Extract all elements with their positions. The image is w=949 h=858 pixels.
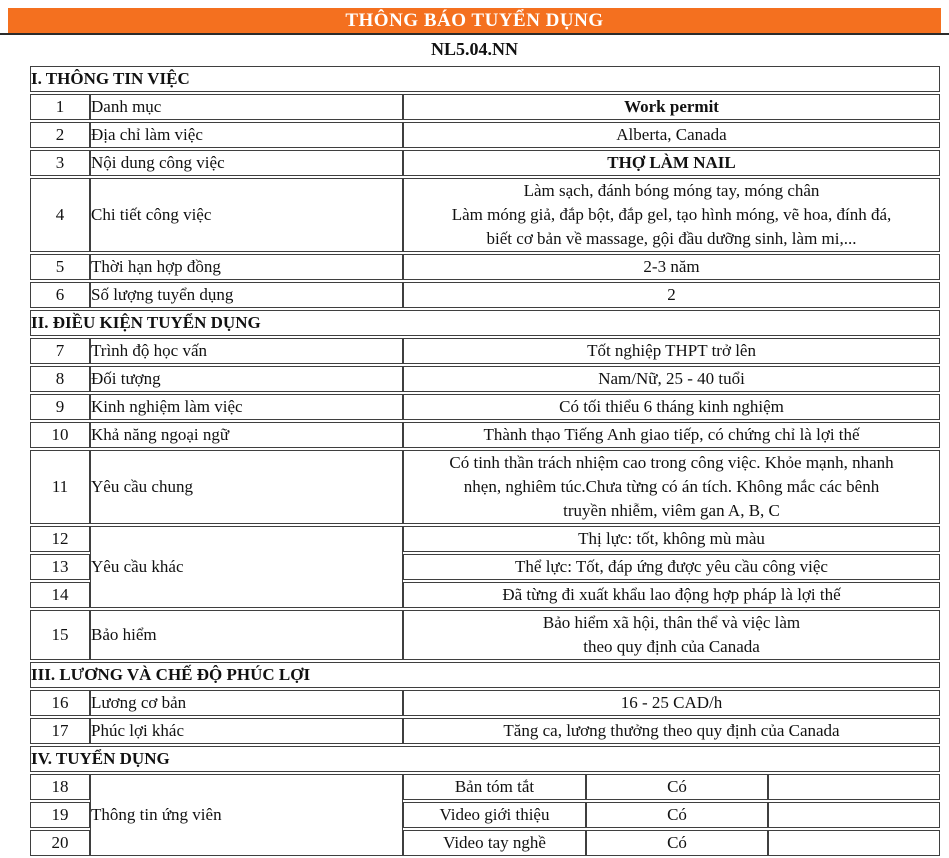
value-line: Bảo hiểm xã hội, thân thể và việc làm bbox=[542, 613, 801, 632]
table-row bbox=[30, 254, 940, 280]
row-number-cell: 3 bbox=[30, 150, 90, 176]
section-row bbox=[30, 662, 940, 688]
table-row bbox=[30, 122, 940, 148]
row-value-cell: Tăng ca, lương thưởng theo quy định của Canada bbox=[403, 718, 940, 744]
row-label-cell: Yêu cầu khác bbox=[90, 526, 403, 608]
row-value-cell: Tốt nghiệp THPT trở lên bbox=[403, 338, 940, 364]
section-header: III. LƯƠNG VÀ CHẾ ĐỘ PHÚC LỢI bbox=[30, 662, 940, 688]
notice-title-banner bbox=[8, 8, 941, 33]
row-value-cell: Có tối thiểu 6 tháng kinh nghiệm bbox=[403, 394, 940, 420]
section-header: I. THÔNG TIN VIỆC bbox=[30, 66, 940, 92]
row-number-cell: 14 bbox=[30, 582, 90, 608]
table-row bbox=[30, 394, 940, 420]
sub-status-cell: Có bbox=[586, 774, 768, 800]
row-value-cell: 16 - 25 CAD/h bbox=[403, 690, 940, 716]
row-number-cell: 10 bbox=[30, 422, 90, 448]
row-label-cell: Địa chỉ làm việc bbox=[90, 122, 403, 148]
row-number-cell: 9 bbox=[30, 394, 90, 420]
table-row bbox=[30, 282, 940, 308]
notice-title: THÔNG BÁO TUYỂN DỤNG bbox=[345, 10, 604, 31]
divider-line bbox=[0, 33, 949, 35]
row-value-cell bbox=[403, 178, 940, 252]
row-number-cell: 17 bbox=[30, 718, 90, 744]
row-value-cell: 2 bbox=[403, 282, 940, 308]
value-line: biết cơ bản về massage, gội đầu dưỡng sinh, làm mi,... bbox=[486, 229, 857, 248]
row-label-cell: Phúc lợi khác bbox=[90, 718, 403, 744]
row-value-cell: Thành thạo Tiếng Anh giao tiếp, có chứng chỉ là lợi thế bbox=[403, 422, 940, 448]
value-line: theo quy định của Canada bbox=[583, 637, 760, 656]
table-row bbox=[30, 422, 940, 448]
sub-empty-cell bbox=[768, 774, 940, 800]
row-label-cell: Bảo hiểm bbox=[90, 610, 403, 660]
row-number-cell: 11 bbox=[30, 450, 90, 524]
row-value-cell: THỢ LÀM NAIL bbox=[403, 150, 940, 176]
row-value-cell: Nam/Nữ, 25 - 40 tuổi bbox=[403, 366, 940, 392]
table-row bbox=[30, 366, 940, 392]
row-label-cell: Danh mục bbox=[90, 94, 403, 120]
row-number-cell: 1 bbox=[30, 94, 90, 120]
value-line: Làm móng giả, đắp bột, đắp gel, tạo hình móng, vẽ hoa, đính đá, bbox=[451, 205, 892, 224]
sub-item-cell: Video giới thiệu bbox=[403, 802, 586, 828]
notice-table bbox=[30, 64, 940, 858]
notice-table-body bbox=[30, 66, 940, 856]
section-row bbox=[30, 66, 940, 92]
row-label-cell: Thông tin ứng viên bbox=[90, 774, 403, 856]
sub-empty-cell bbox=[768, 830, 940, 856]
table-row bbox=[30, 450, 940, 524]
sub-item-cell: Video tay nghề bbox=[403, 830, 586, 856]
sub-empty-cell bbox=[768, 802, 940, 828]
row-number-cell: 2 bbox=[30, 122, 90, 148]
row-number-cell: 19 bbox=[30, 802, 90, 828]
row-value-cell bbox=[403, 450, 940, 524]
row-number-cell: 5 bbox=[30, 254, 90, 280]
section-header: IV. TUYỂN DỤNG bbox=[30, 746, 940, 772]
table-row bbox=[30, 94, 940, 120]
row-label-cell: Lương cơ bản bbox=[90, 690, 403, 716]
row-label-cell: Nội dung công việc bbox=[90, 150, 403, 176]
table-row bbox=[30, 610, 940, 660]
row-label-cell: Khả năng ngoại ngữ bbox=[90, 422, 403, 448]
row-label-cell: Trình độ học vấn bbox=[90, 338, 403, 364]
value-line: truyền nhiễm, viêm gan A, B, C bbox=[563, 501, 780, 520]
sub-status-cell: Có bbox=[586, 802, 768, 828]
row-number-cell: 4 bbox=[30, 178, 90, 252]
table-row bbox=[30, 718, 940, 744]
value-line: nhẹn, nghiêm túc.Chưa từng có án tích. Không mắc các bênh bbox=[463, 477, 880, 496]
table-row bbox=[30, 178, 940, 252]
table-row bbox=[30, 526, 940, 552]
row-label-cell: Thời hạn hợp đồng bbox=[90, 254, 403, 280]
row-label-cell: Yêu cầu chung bbox=[90, 450, 403, 524]
row-value-cell: Thị lực: tốt, không mù màu bbox=[403, 526, 940, 552]
row-value-cell: Alberta, Canada bbox=[403, 122, 940, 148]
value-line: Làm sạch, đánh bóng móng tay, móng chân bbox=[523, 181, 820, 200]
section-row bbox=[30, 310, 940, 336]
row-label-cell: Kinh nghiệm làm việc bbox=[90, 394, 403, 420]
row-number-cell: 8 bbox=[30, 366, 90, 392]
document-code: NL5.04.NN bbox=[430, 39, 518, 59]
table-row bbox=[30, 338, 940, 364]
row-number-cell: 15 bbox=[30, 610, 90, 660]
row-number-cell: 13 bbox=[30, 554, 90, 580]
value-line: Có tinh thần trách nhiệm cao trong công việc. Khỏe mạnh, nhanh bbox=[449, 453, 894, 472]
section-row bbox=[30, 746, 940, 772]
section-header: II. ĐIỀU KIỆN TUYỂN DỤNG bbox=[30, 310, 940, 336]
row-label-cell: Đối tượng bbox=[90, 366, 403, 392]
row-value-cell: 2-3 năm bbox=[403, 254, 940, 280]
row-label-cell: Số lượng tuyển dụng bbox=[90, 282, 403, 308]
row-number-cell: 6 bbox=[30, 282, 90, 308]
row-value-cell: Work permit bbox=[403, 94, 940, 120]
row-value-cell: Thể lực: Tốt, đáp ứng được yêu cầu công việc bbox=[403, 554, 940, 580]
sub-status-cell: Có bbox=[586, 830, 768, 856]
row-value-cell: Đã từng đi xuất khẩu lao động hợp pháp là lợi thế bbox=[403, 582, 940, 608]
sub-item-cell: Bản tóm tắt bbox=[403, 774, 586, 800]
row-label-cell: Chi tiết công việc bbox=[90, 178, 403, 252]
table-row bbox=[30, 774, 940, 800]
row-number-cell: 20 bbox=[30, 830, 90, 856]
table-row bbox=[30, 150, 940, 176]
row-number-cell: 16 bbox=[30, 690, 90, 716]
table-row bbox=[30, 690, 940, 716]
row-number-cell: 18 bbox=[30, 774, 90, 800]
row-value-cell bbox=[403, 610, 940, 660]
row-number-cell: 7 bbox=[30, 338, 90, 364]
row-number-cell: 12 bbox=[30, 526, 90, 552]
